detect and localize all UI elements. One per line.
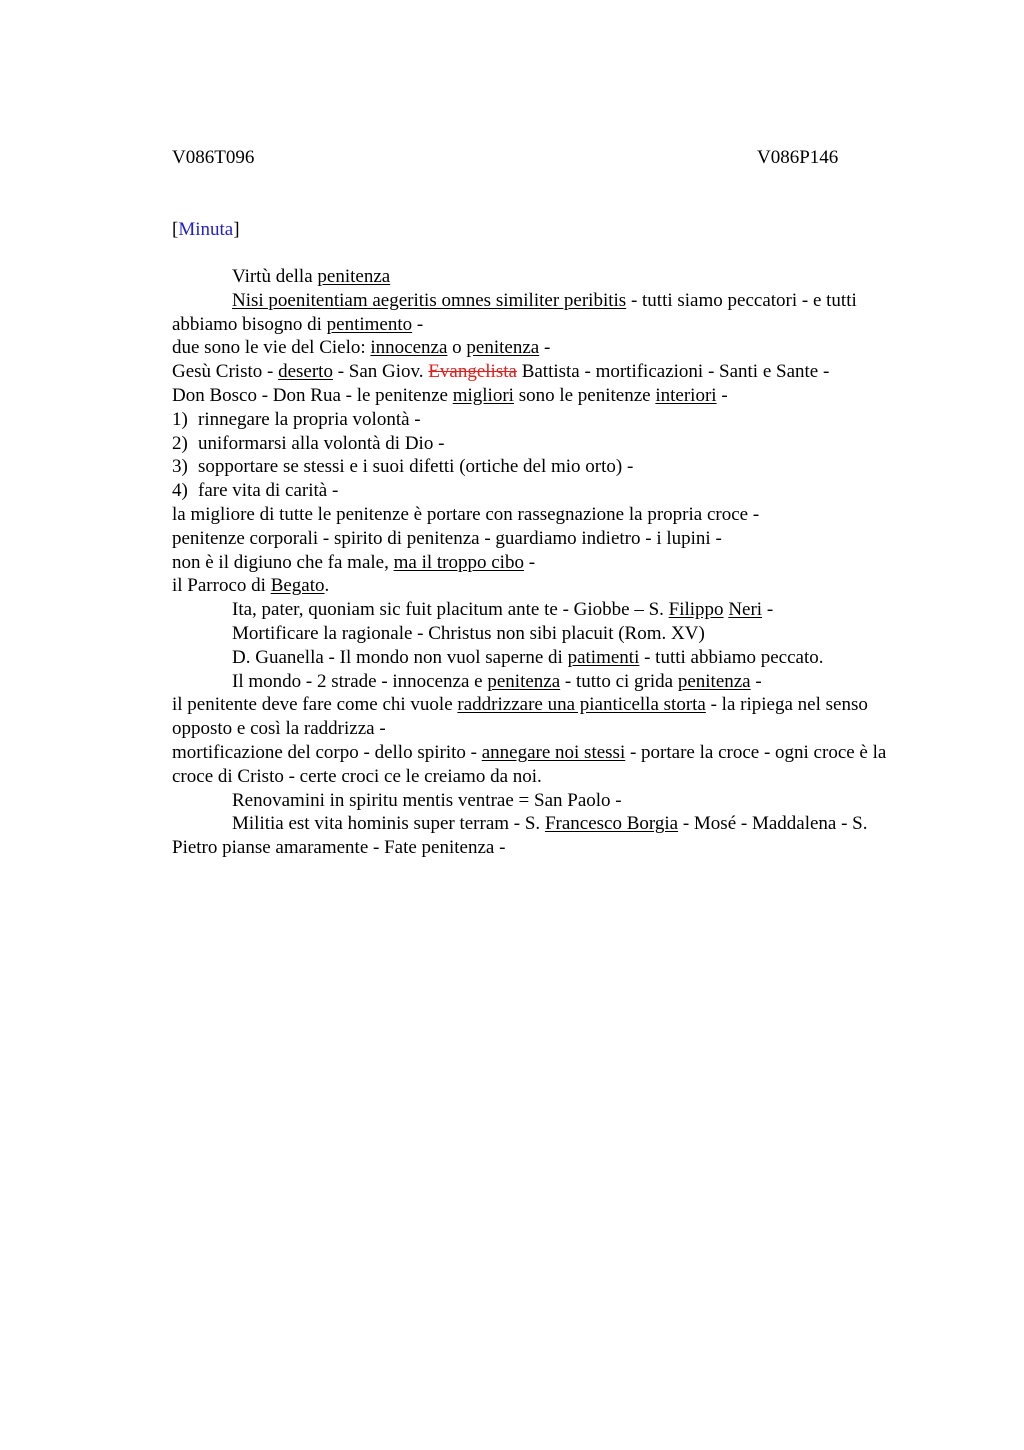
underlined-text: ma il troppo cibo: [393, 551, 524, 573]
text-span: Battista - mortificazioni - Santi e Sante -: [516, 361, 830, 383]
paragraph: [172, 384, 917, 408]
paragraph: [172, 741, 917, 789]
underlined-text: raddrizzare una pianticella storta: [457, 694, 706, 716]
text-span: D. Guanella - Il mondo non vuol saperne di: [232, 646, 568, 668]
text-span: - tutto ci grida: [560, 670, 678, 692]
text-span: Don Bosco - Don Rua - le penitenze: [172, 384, 453, 406]
list-text: uniformarsi alla volontà di Dio -: [198, 432, 445, 454]
document-body: [172, 265, 917, 860]
text-span: - la ripiega nel senso opposto e così la raddrizza -: [172, 694, 868, 740]
text-span: Il mondo - 2 strade - innocenza e: [232, 670, 488, 692]
text-span: - Mosé - Maddalena - S. Pietro pianse amaramente - Fate penitenza -: [172, 813, 868, 859]
text-span: .: [324, 575, 330, 597]
text-span: -: [750, 670, 762, 692]
text-span: - San Giov.: [332, 361, 429, 383]
tag-label: Minuta: [178, 219, 234, 240]
text-span: Virtù della: [232, 266, 318, 287]
paragraph: Mortificare la ragionale - Christus non sibi placuit (Rom. XV): [232, 622, 705, 644]
paragraph: Renovamini in spiritu mentis ventrae = San Paolo -: [232, 789, 622, 811]
list-item: [172, 432, 917, 456]
list-number: 3): [172, 456, 188, 478]
underlined-text: migliori: [452, 384, 514, 406]
underlined-text: Filippo: [668, 599, 724, 621]
underlined-text: innocenza: [370, 337, 448, 359]
text-span: mortificazione del corpo - dello spirito -: [172, 741, 482, 763]
struck-text: Evangelista: [428, 361, 517, 383]
paragraph: [172, 812, 917, 860]
tag-close-bracket: ]: [233, 219, 240, 240]
text-span: Militia est vita hominis super terram - S.: [232, 813, 545, 835]
paragraph: [172, 551, 917, 575]
list-number: 4): [172, 480, 188, 502]
document-type-tag: [172, 218, 240, 242]
text-span: -: [762, 599, 774, 621]
underlined-text: patimenti: [567, 646, 640, 668]
paragraph-title: [172, 265, 917, 289]
text-span: Ita, pater, quoniam sic fuit placitum ante te - Giobbe – S.: [232, 599, 669, 621]
text-span: -: [523, 551, 536, 573]
underlined-text: interiori: [655, 384, 717, 406]
paragraph: [172, 693, 917, 741]
text-span: -: [539, 337, 551, 359]
underlined-text: deserto: [278, 361, 333, 383]
text-span: non è il digiuno che fa male,: [172, 551, 394, 573]
text-span: sono le penitenze: [513, 384, 656, 406]
underlined-text: Neri: [728, 599, 763, 621]
underlined-text: penitenza: [487, 670, 561, 692]
text-span: il penitente deve fare come chi vuole: [172, 694, 458, 716]
text-span: -: [412, 313, 424, 335]
underlined-text: pentimento: [326, 313, 413, 335]
underlined-text: penitenza: [677, 670, 751, 692]
paragraph: la migliore di tutte le penitenze è portare con rassegnazione la propria croce -: [172, 503, 760, 525]
paragraph: [172, 574, 917, 598]
list-text: rinnegare la propria volontà -: [198, 408, 421, 430]
paragraph: [172, 670, 917, 694]
list-item: [172, 455, 917, 479]
text-span: - tutti abbiamo peccato.: [639, 646, 824, 668]
text-span: il Parroco di: [172, 575, 271, 597]
paragraph: [172, 336, 917, 360]
text-span: Gesù Cristo -: [172, 361, 279, 383]
paragraph: penitenze corporali - spirito di penitenza - guardiamo indietro - i lupini -: [172, 527, 722, 549]
list-number: 2): [172, 432, 188, 454]
tag-open-bracket: [: [172, 219, 179, 240]
underlined-text: annegare noi stessi: [481, 741, 626, 763]
list-number: 1): [172, 408, 188, 430]
text-span: due sono le vie del Cielo:: [172, 337, 371, 359]
underlined-text: Nisi poenitentiam aegeritis omnes similiter peribitis: [232, 289, 627, 311]
list-item: [172, 408, 917, 432]
underlined-text: Begato: [270, 575, 325, 597]
text-span: o: [447, 337, 467, 359]
list-text: fare vita di carità -: [198, 480, 339, 502]
paragraph: [172, 646, 917, 670]
document-code-left: V086T096: [172, 147, 255, 168]
paragraph: [172, 598, 917, 622]
text-span: -: [716, 384, 728, 406]
underlined-text: penitenza: [466, 337, 540, 359]
paragraph: [172, 360, 917, 384]
list-text: sopportare se stessi e i suoi difetti (ortiche del mio orto) -: [198, 456, 634, 478]
text-span: - portare la croce - ogni croce è la croce di Cristo - certe croci ce le creiamo da noi.: [172, 741, 887, 787]
document-code-right: V086P146: [757, 147, 839, 168]
paragraph: [172, 289, 917, 337]
underlined-text: Francesco Borgia: [544, 813, 679, 835]
list-item: [172, 479, 917, 503]
underlined-text: penitenza: [317, 266, 391, 287]
text-span: - tutti siamo peccatori - e tutti abbiamo bisogno di: [172, 289, 857, 335]
